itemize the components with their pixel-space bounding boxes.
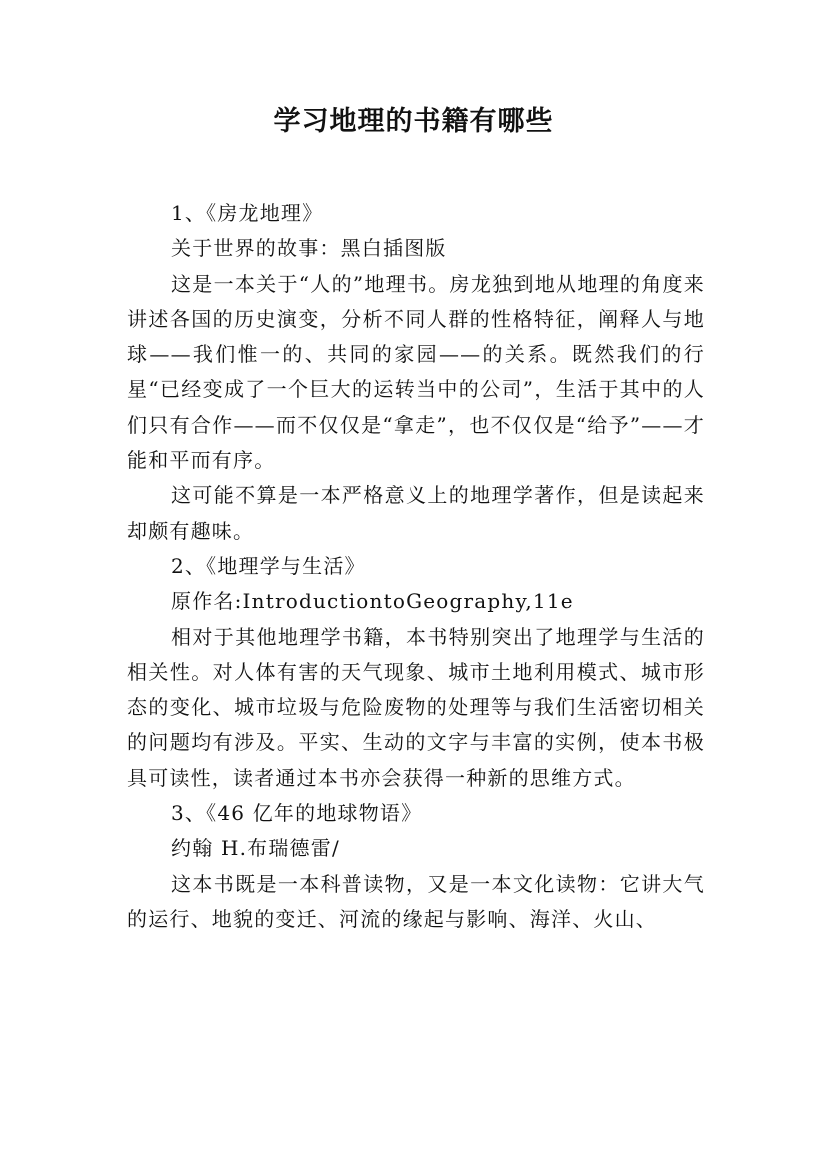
paragraph-book3-author: 约翰 H.布瑞德雷/ bbox=[171, 836, 340, 861]
document-title: 学习地理的书籍有哪些 bbox=[273, 106, 554, 137]
paragraph-book3-heading: 3、《46 亿年的地球物语》 bbox=[171, 801, 423, 826]
paragraph-book1-heading: 1、《房龙地理》 bbox=[171, 201, 324, 225]
paragraph-book1-comment: 这可能不算是一本严格意义上的地理学著作，但是读起来却颇有趣味。 bbox=[127, 483, 705, 543]
paragraph-book2-heading: 2、《地理学与生活》 bbox=[171, 553, 366, 578]
paragraph-book1-description: 这是一本关于“人的”地理书。房龙独到地从地理的角度来讲述各国的历史演变，分析不同人群的性格特征，阐释人与地球——我们惟一的、共同的家园——的关系。既然我们的行星“已经变成了一个巨大的运转当中的公司”，生活于其中的人们只有合作——而不仅仅是“拿走”，也不仅仅是“给予”——才能和平而有序。 bbox=[127, 271, 705, 473]
paragraph-book1-subtitle: 关于世界的故事：黑白插图版 bbox=[171, 236, 447, 261]
paragraph-book3-description: 这本书既是一本科普读物，又是一本文化读物：它讲大气的运行、地貌的变迁、河流的缘起与影响、海洋、火山、 bbox=[127, 871, 705, 931]
paragraph-book2-description: 相对于其他地理学书籍，本书特别突出了地理学与生活的相关性。对人体有害的天气现象、城市土地利用模式、城市形态的变化、城市垃圾与危险废物的处理等与我们生活密切相关的问题均有涉及。平实、生动的文字与丰富的实例，使本书极具可读性，读者通过本书亦会获得一种新的思维方式。 bbox=[127, 624, 705, 790]
paragraph-book2-original-title: 原作名:IntroductiontoGeography,11e bbox=[171, 589, 574, 614]
document-body bbox=[127, 196, 705, 937]
